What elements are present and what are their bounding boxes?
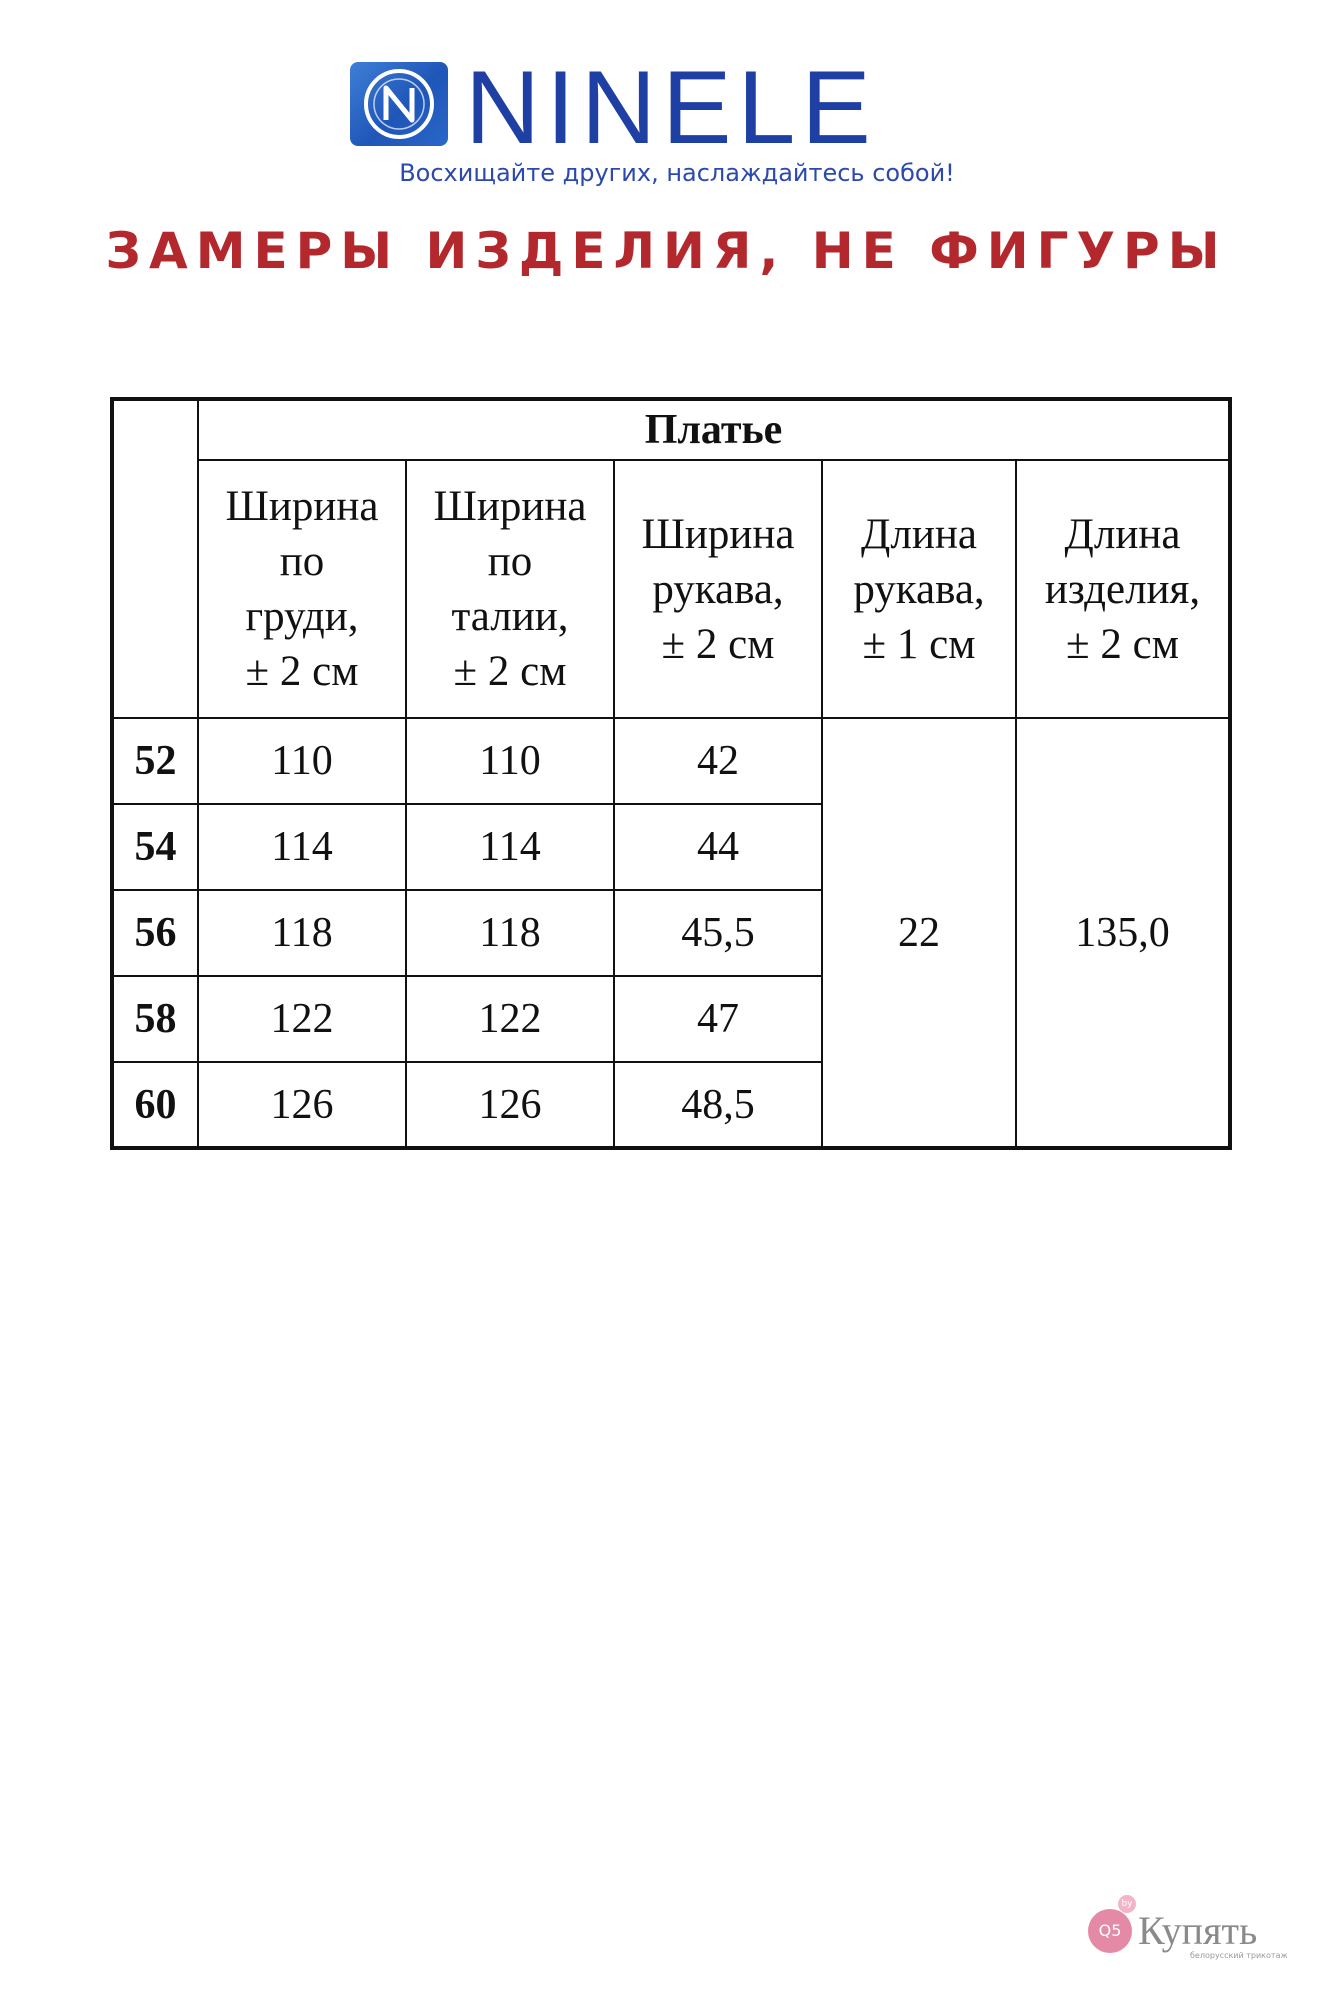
sleeve-width-cell: 47 (614, 976, 822, 1062)
chest-cell: 118 (198, 890, 406, 976)
watermark-subtext: белорусский трикотаж (1190, 1951, 1288, 1960)
watermark-badge-icon: Q5 (1088, 1909, 1132, 1953)
size-header-cell (112, 399, 198, 718)
sleeve-width-cell: 48,5 (614, 1062, 822, 1148)
size-cell: 52 (112, 718, 198, 804)
brand-logo (350, 50, 1000, 192)
col-header-line: Ширина (225, 483, 379, 530)
col-header-sleeve-length (822, 460, 1016, 718)
waist-cell: 122 (406, 976, 614, 1062)
col-header-line: рукава, (853, 565, 985, 613)
column-header-row (112, 460, 1230, 718)
col-header-line: груди, (245, 593, 359, 640)
col-header-line: изделия, (1044, 565, 1201, 613)
col-header-line: Ширина (641, 510, 795, 558)
col-header-line: по (279, 538, 325, 585)
n-monogram-icon (350, 62, 448, 146)
col-header-line: ± 2 см (1066, 620, 1179, 668)
group-header-row (112, 399, 1230, 460)
size-cell: 60 (112, 1062, 198, 1148)
col-header-line: ± 2 см (661, 620, 775, 668)
chest-cell: 122 (198, 976, 406, 1062)
col-header-waist (406, 460, 614, 718)
watermark-logo (1088, 1895, 1288, 1965)
size-cell: 56 (112, 890, 198, 976)
col-header-line: ± 2 см (453, 648, 567, 695)
table-row (112, 718, 1230, 804)
col-header-sleeve-width (614, 460, 822, 718)
col-header-line: Длина (1064, 510, 1181, 558)
sleeve-width-cell: 42 (614, 718, 822, 804)
col-header-line: по (487, 538, 533, 585)
watermark-text: Купять (1138, 1908, 1258, 1953)
waist-cell: 118 (406, 890, 614, 976)
sleeve-length-cell: 22 (822, 718, 1016, 1148)
chest-cell: 110 (198, 718, 406, 804)
product-length-cell: 135,0 (1016, 718, 1230, 1148)
col-header-line: талии, (451, 593, 569, 640)
group-header-dress: Платье (198, 399, 1230, 460)
size-table (110, 397, 1232, 1150)
col-header-chest (198, 460, 406, 718)
waist-cell: 110 (406, 718, 614, 804)
brand-tagline: Восхищайте других, наслаждайтесь собой! (399, 159, 955, 187)
col-header-product-length (1016, 460, 1230, 718)
waist-cell: 126 (406, 1062, 614, 1148)
col-header-line: ± 2 см (245, 648, 359, 695)
sleeve-width-cell: 44 (614, 804, 822, 890)
size-cell: 58 (112, 976, 198, 1062)
page-heading: ЗАМЕРЫ ИЗДЕЛИЯ, НЕ ФИГУРЫ (105, 222, 1228, 280)
chest-cell: 114 (198, 804, 406, 890)
col-header-line: рукава, (652, 565, 784, 613)
col-header-line: Длина (861, 510, 977, 558)
waist-cell: 114 (406, 804, 614, 890)
sleeve-width-cell: 45,5 (614, 890, 822, 976)
size-cell: 54 (112, 804, 198, 890)
col-header-line: ± 1 см (862, 620, 976, 668)
chest-cell: 126 (198, 1062, 406, 1148)
watermark-dot-icon: by (1118, 1895, 1136, 1913)
col-header-line: Ширина (433, 483, 587, 530)
brand-name: NINELE (465, 50, 877, 166)
